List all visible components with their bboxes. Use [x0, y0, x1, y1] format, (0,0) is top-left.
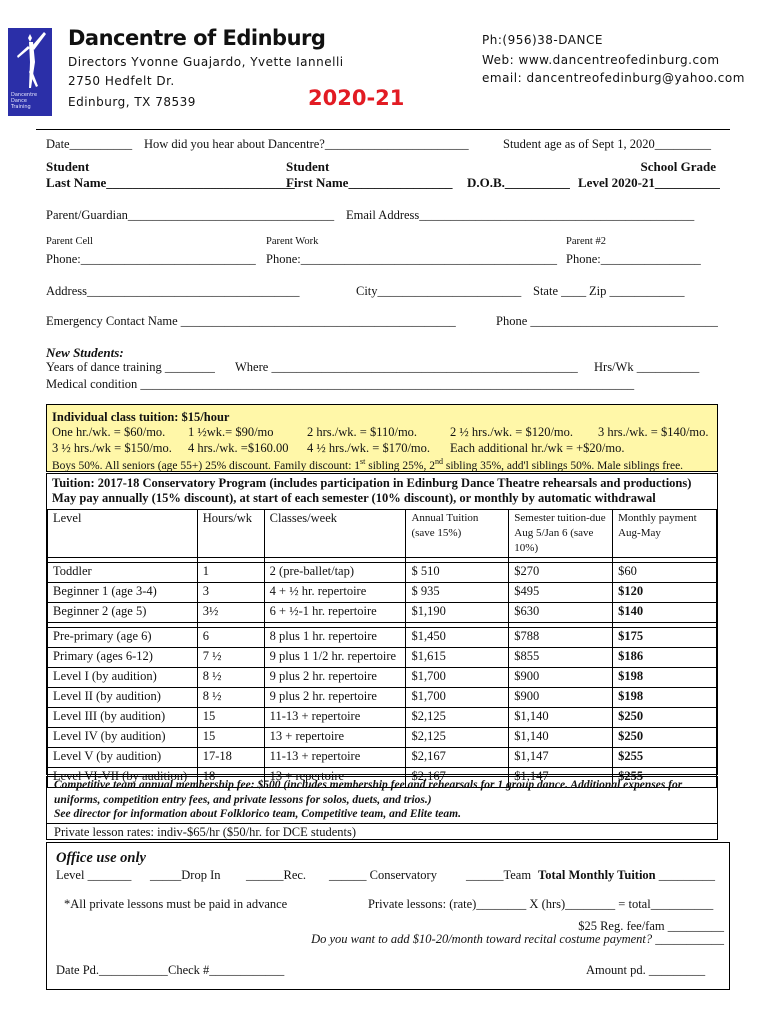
- cell-semester: $1,140: [509, 728, 613, 748]
- private-advance-note: *All private lessons must be paid in advance: [64, 897, 288, 911]
- cell-level: Level II (by audition): [48, 688, 198, 708]
- table-row: [48, 728, 717, 748]
- col-semester: Semester tuition-due Aug 5/Jan 6 (save 10%): [509, 510, 613, 558]
- email-field[interactable]: Email Address____________________________________________: [346, 208, 695, 222]
- cell-level: Beginner 1 (age 3-4): [48, 583, 198, 603]
- private-calc-field[interactable]: Private lessons: (rate)________ X (hrs)________ = total__________: [368, 897, 714, 911]
- cell-annual: $2,125: [406, 708, 509, 728]
- cell-classes: 9 plus 1 1/2 hr. repertoire: [264, 648, 406, 668]
- table-row: [48, 748, 717, 768]
- reg-fee-field[interactable]: $25 Reg. fee/fam _________: [578, 919, 724, 933]
- tuition-table: [47, 509, 717, 788]
- city-field[interactable]: City_______________________: [356, 284, 522, 298]
- cell-hours: 3½: [197, 603, 264, 623]
- cell-monthly: $60: [613, 563, 717, 583]
- cell-level: Beginner 2 (age 5): [48, 603, 198, 623]
- cell-classes: 6 + ½-1 hr. repertoire: [264, 603, 406, 623]
- years-training-field[interactable]: Years of dance training ________: [46, 360, 215, 374]
- studio-title: Dancentre of Edinburg: [68, 26, 326, 50]
- discount-text: Boys 50%. All seniors (age 55+) 25% discount. Family discount: 1st sibling 25%, 2nd sibling 35%, add'l siblings 50%. Male siblings free.: [52, 457, 684, 472]
- logo-text-2: Dance: [11, 98, 27, 104]
- cell-phone-field[interactable]: Phone:____________________________: [46, 252, 256, 266]
- cell-semester: $1,147: [509, 748, 613, 768]
- competitive-divider: [46, 823, 718, 824]
- office-team-field[interactable]: ______Team: [466, 868, 532, 882]
- tuition-title-1: Tuition: 2017-18 Conservatory Program (includes participation in Edinburg Dance Theatre rehearsals and productions): [52, 476, 692, 490]
- rate-4-5hr: 4 ½ hrs./wk. = $170/mo.: [307, 441, 431, 455]
- cell-hours: 6: [197, 628, 264, 648]
- emergency-phone-field[interactable]: Phone ______________________________: [496, 314, 718, 328]
- tuition-title-2: May pay annually (15% discount), at start of each semester (10% discount), or monthly by automatic withdrawal: [52, 491, 656, 505]
- table-row: [48, 603, 717, 623]
- cell-semester: $1,147: [509, 768, 613, 788]
- level-field[interactable]: Level 2020-21__________: [578, 175, 720, 190]
- cell-annual: $2,167: [406, 748, 509, 768]
- city-address: Edinburg, TX 78539: [68, 95, 196, 109]
- cell-hours: 8 ½: [197, 668, 264, 688]
- cell-monthly: $250: [613, 708, 717, 728]
- cell-semester: $495: [509, 583, 613, 603]
- table-row: [48, 688, 717, 708]
- hear-field[interactable]: How did you hear about Dancentre?_______________________: [144, 137, 469, 151]
- age-field[interactable]: Student age as of Sept 1, 2020_________: [503, 137, 711, 151]
- directors: Directors Yvonne Guajardo, Yvette Iannelli: [68, 55, 344, 69]
- work-phone-field[interactable]: Phone:_________________________________________: [266, 252, 557, 266]
- private-rates: Private lesson rates: indiv-$65/hr ($50/hr. for DCE students): [54, 825, 357, 839]
- cell-classes: 13 + repertoire: [264, 728, 406, 748]
- cell-monthly: $255: [613, 768, 717, 788]
- logo: [8, 28, 52, 116]
- header-divider: [36, 129, 730, 130]
- office-dropin-field[interactable]: _____Drop In: [150, 868, 221, 882]
- parent-work-label: Parent Work: [266, 236, 319, 247]
- cell-monthly: $198: [613, 668, 717, 688]
- state-field[interactable]: State ____: [533, 284, 587, 298]
- office-rec-field[interactable]: ______Rec.: [246, 868, 307, 882]
- col-classes: Classes/week: [264, 510, 406, 558]
- cell-level: Primary (ages 6-12): [48, 648, 198, 668]
- cell-hours: 3: [197, 583, 264, 603]
- competitive-line-2: uniforms, competition entry fees, and private lessons for solos, duets, and trios.): [54, 794, 432, 806]
- cell-annual: $2,167: [406, 768, 509, 788]
- cell-classes: 11-13 + repertoire: [264, 748, 406, 768]
- office-level-field[interactable]: Level _______: [56, 868, 132, 882]
- school-year: 2020-21: [308, 86, 405, 110]
- cell-semester: $900: [509, 688, 613, 708]
- table-row: [48, 628, 717, 648]
- table-row: [48, 648, 717, 668]
- cell-monthly: $255: [613, 748, 717, 768]
- costume-field[interactable]: Do you want to add $10-20/month toward recital costume payment? ___________: [311, 932, 724, 946]
- parent-cell-label: Parent Cell: [46, 236, 93, 247]
- rate-4hr: 4 hrs./wk. =$160.00: [188, 441, 289, 455]
- table-row: [48, 563, 717, 583]
- cell-hours: 7 ½: [197, 648, 264, 668]
- school-grade-label: School Grade: [640, 159, 716, 174]
- studio-phone: Ph:(956)38-DANCE: [482, 33, 603, 47]
- col-monthly: Monthly payment Aug-May: [613, 510, 717, 558]
- rate-1hr: One hr./wk. = $60/mo.: [52, 425, 166, 439]
- student-label: Student: [46, 159, 90, 174]
- cell-level: Level VI-VII (by audition): [48, 768, 198, 788]
- last-name-field[interactable]: Last Name_____________________________: [46, 175, 295, 190]
- where-field[interactable]: Where _________________________________________________: [235, 360, 578, 374]
- address-field[interactable]: Address__________________________________: [46, 284, 300, 298]
- rate-2hr: 2 hrs./wk. = $110/mo.: [307, 425, 418, 439]
- date-field[interactable]: Date__________: [46, 137, 133, 151]
- rate-3-5hr: 3 ½ hrs./wk = $150/mo.: [52, 441, 172, 455]
- cell-semester: $1,140: [509, 708, 613, 728]
- rate-additional: Each additional hr./wk = +$20/mo.: [450, 441, 625, 455]
- cell-monthly: $140: [613, 603, 717, 623]
- hrs-wk-field[interactable]: Hrs/Wk __________: [594, 360, 700, 374]
- table-row: [48, 583, 717, 603]
- cell-semester: $900: [509, 668, 613, 688]
- cell-level: Level III (by audition): [48, 708, 198, 728]
- cell-hours: 15: [197, 708, 264, 728]
- cell-hours: 1: [197, 563, 264, 583]
- cell-semester: $630: [509, 603, 613, 623]
- table-header-row: [48, 510, 717, 558]
- logo-text-1: Dancentre: [11, 92, 38, 98]
- cell-level: Level I (by audition): [48, 668, 198, 688]
- cell-monthly: $175: [613, 628, 717, 648]
- new-students-heading: New Students:: [46, 345, 124, 360]
- rate-1-5hr: 1 ½wk.= $90/mo: [188, 425, 274, 439]
- cell-annual: $2,125: [406, 728, 509, 748]
- cell-level: Level V (by audition): [48, 748, 198, 768]
- cell-monthly: $120: [613, 583, 717, 603]
- cell-classes: 4 + ½ hr. repertoire: [264, 583, 406, 603]
- street-address: 2750 Hedfelt Dr.: [68, 74, 175, 88]
- amount-paid-field[interactable]: Amount pd. _________: [586, 963, 706, 977]
- table-row: [48, 668, 717, 688]
- cell-annual: $ 935: [406, 583, 509, 603]
- cell-annual: $ 510: [406, 563, 509, 583]
- cell-monthly: $250: [613, 728, 717, 748]
- student-label-2: Student: [286, 159, 330, 174]
- cell-level: Level IV (by audition): [48, 728, 198, 748]
- medical-field[interactable]: Medical condition _______________________________________________________________________________: [46, 377, 635, 391]
- cell-annual: $1,190: [406, 603, 509, 623]
- cell-level: Toddler: [48, 563, 198, 583]
- col-level: Level: [48, 510, 198, 558]
- office-title: Office use only: [56, 850, 146, 866]
- table-row: [48, 708, 717, 728]
- office-total-field[interactable]: Total Monthly Tuition _________: [538, 868, 716, 882]
- studio-email: email: dancentreofedinburg@yahoo.com: [482, 71, 745, 85]
- cell-semester: $270: [509, 563, 613, 583]
- cell-classes: 8 plus 1 hr. repertoire: [264, 628, 406, 648]
- cell-classes: 9 plus 2 hr. repertoire: [264, 668, 406, 688]
- col-annual: Annual Tuition (save 15%): [406, 510, 509, 558]
- date-paid-field[interactable]: Date Pd.___________: [56, 963, 168, 977]
- cell-level: Pre-primary (age 6): [48, 628, 198, 648]
- cell-annual: $1,615: [406, 648, 509, 668]
- cell-hours: 15: [197, 728, 264, 748]
- individual-title: Individual class tuition: $15/hour: [52, 410, 230, 424]
- cell-monthly: $198: [613, 688, 717, 708]
- dob-field[interactable]: D.O.B.__________: [467, 175, 570, 190]
- check-number-field[interactable]: Check #____________: [168, 963, 285, 977]
- competitive-line-3: See director for information about Folklorico team, Competitive team, and Elite team.: [54, 808, 461, 820]
- rate-2-5hr: 2 ½ hrs./wk. = $120/mo.: [450, 425, 574, 439]
- cell-hours: 8 ½: [197, 688, 264, 708]
- cell-hours: 18: [197, 768, 264, 788]
- office-conservatory-field[interactable]: ______ Conservatory: [329, 868, 437, 882]
- cell-annual: $1,450: [406, 628, 509, 648]
- parent-field[interactable]: Parent/Guardian_________________________________: [46, 208, 335, 222]
- col-hours: Hours/wk: [197, 510, 264, 558]
- zip-field[interactable]: Zip ____________: [589, 284, 685, 298]
- parent2-label: Parent #2: [566, 236, 606, 247]
- competitive-line-1: Competitive team annual membership fee: $500 (includes membership fee and rehearsals for 1 group dance. Additional expenses for: [54, 779, 683, 791]
- cell-classes: 2 (pre-ballet/tap): [264, 563, 406, 583]
- cell-semester: $855: [509, 648, 613, 668]
- emergency-field[interactable]: Emergency Contact Name ____________________________________________: [46, 314, 456, 328]
- rate-3hr: 3 hrs./wk. = $140/mo.: [598, 425, 709, 439]
- cell-classes: 11-13 + repertoire: [264, 708, 406, 728]
- studio-web: Web: www.dancentreofedinburg.com: [482, 53, 720, 67]
- cell-semester: $788: [509, 628, 613, 648]
- cell-classes: 13 + repertoire: [264, 768, 406, 788]
- first-name-field[interactable]: First Name________________: [286, 175, 453, 190]
- logo-text-3: Training: [11, 104, 31, 110]
- cell-hours: 17-18: [197, 748, 264, 768]
- cell-classes: 9 plus 2 hr. repertoire: [264, 688, 406, 708]
- cell-monthly: $186: [613, 648, 717, 668]
- parent2-phone-field[interactable]: Phone:________________: [566, 252, 701, 266]
- cell-annual: $1,700: [406, 668, 509, 688]
- cell-annual: $1,700: [406, 688, 509, 708]
